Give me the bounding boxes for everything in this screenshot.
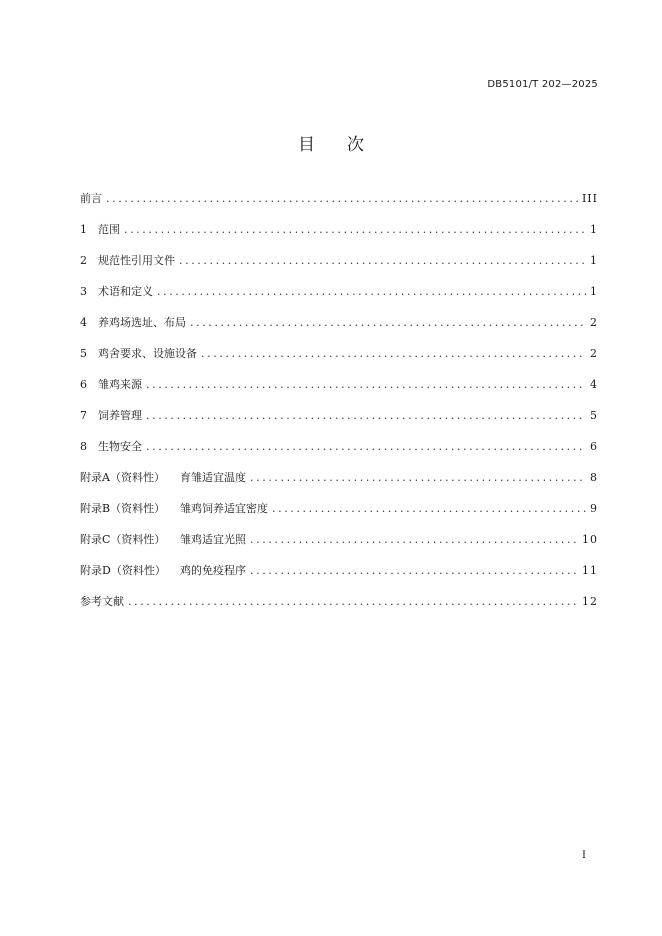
toc-entry-page: 4 bbox=[590, 378, 598, 391]
toc-entry-label: 范围 bbox=[98, 223, 120, 236]
toc-leader-dots bbox=[146, 440, 586, 453]
toc-entry-label: 雏鸡饲养适宜密度 bbox=[180, 502, 268, 515]
toc-entry-label: 雏鸡来源 bbox=[98, 378, 142, 391]
toc-entry-appendix-d[interactable] bbox=[80, 562, 598, 593]
toc-entry-appendix-prefix: 附录B（资料性） bbox=[80, 502, 166, 515]
toc-entry-bibliography[interactable] bbox=[80, 593, 598, 624]
toc-leader-dots bbox=[250, 471, 586, 484]
toc-leader-dots bbox=[190, 316, 586, 329]
toc-leader-dots bbox=[146, 378, 586, 391]
toc-entry-appendix-prefix: 附录D（资料性） bbox=[80, 564, 166, 577]
toc-entry-page: 1 bbox=[590, 223, 598, 236]
toc-entry-appendix-a[interactable] bbox=[80, 469, 598, 500]
toc-entry-label: 养鸡场选址、布局 bbox=[98, 316, 186, 329]
toc-entry-page: 9 bbox=[590, 502, 598, 515]
toc-leader-dots bbox=[128, 595, 578, 608]
toc-entry-page: 12 bbox=[582, 595, 598, 608]
toc-entry-label: 鸡的免疫程序 bbox=[180, 564, 246, 577]
toc-leader-dots bbox=[272, 502, 586, 515]
toc-entry-chick-source[interactable] bbox=[80, 376, 598, 407]
toc-entry-label: 育雏适宜温度 bbox=[180, 471, 246, 484]
toc-entry-appendix-prefix: 附录C（资料性） bbox=[80, 533, 166, 546]
toc-entry-number: 2 bbox=[80, 254, 87, 267]
toc-entry-page: 11 bbox=[582, 564, 598, 577]
toc-entry-number: 5 bbox=[80, 347, 87, 360]
toc-entry-number: 4 bbox=[80, 316, 87, 329]
toc-leader-dots bbox=[106, 192, 578, 205]
toc-entry-label: 饲养管理 bbox=[98, 409, 142, 422]
toc-entry-page: 2 bbox=[590, 347, 598, 360]
toc-leader-dots bbox=[146, 409, 586, 422]
toc-entry-terms-definitions[interactable] bbox=[80, 283, 598, 314]
toc-entry-scope[interactable] bbox=[80, 221, 598, 252]
toc-entry-number: 1 bbox=[80, 223, 87, 236]
page-title: 目次 bbox=[298, 135, 396, 155]
toc-leader-dots bbox=[179, 254, 586, 267]
toc-entry-foreword[interactable] bbox=[80, 190, 598, 221]
toc-entry-number: 6 bbox=[80, 378, 87, 391]
toc-entry-page: 1 bbox=[590, 285, 598, 298]
document-code: DB5101/T 202—2025 bbox=[487, 79, 598, 90]
toc-entry-normative-references[interactable] bbox=[80, 252, 598, 283]
toc-entry-label: 参考文献 bbox=[80, 595, 124, 608]
toc-entry-page: 6 bbox=[590, 440, 598, 453]
toc-entry-label: 雏鸡适宜光照 bbox=[180, 533, 246, 546]
toc-leader-dots bbox=[250, 533, 578, 546]
toc-entry-number: 8 bbox=[80, 440, 87, 453]
page-number: I bbox=[582, 850, 586, 861]
toc-entry-number: 3 bbox=[80, 285, 87, 298]
toc-entry-page: 1 bbox=[590, 254, 598, 267]
toc-entry-label: 术语和定义 bbox=[98, 285, 153, 298]
toc-entry-site-layout[interactable] bbox=[80, 314, 598, 345]
toc-entry-page: 2 bbox=[590, 316, 598, 329]
table-of-contents bbox=[80, 190, 598, 624]
toc-entry-appendix-prefix: 附录A（资料性） bbox=[80, 471, 165, 484]
toc-entry-label: 生物安全 bbox=[98, 440, 142, 453]
toc-entry-page: 5 bbox=[590, 409, 598, 422]
toc-leader-dots bbox=[250, 564, 578, 577]
toc-leader-dots bbox=[124, 223, 586, 236]
toc-entry-page: 8 bbox=[590, 471, 598, 484]
toc-entry-house-equipment[interactable] bbox=[80, 345, 598, 376]
toc-entry-label: 前言 bbox=[80, 192, 102, 205]
toc-entry-label: 鸡舍要求、设施设备 bbox=[98, 347, 197, 360]
toc-entry-label: 规范性引用文件 bbox=[98, 254, 175, 267]
toc-entry-page: 10 bbox=[582, 533, 598, 546]
toc-leader-dots bbox=[157, 285, 586, 298]
toc-leader-dots bbox=[201, 347, 586, 360]
toc-entry-page: III bbox=[581, 192, 598, 205]
toc-entry-number: 7 bbox=[80, 409, 87, 422]
toc-entry-appendix-b[interactable] bbox=[80, 500, 598, 531]
toc-entry-feeding-management[interactable] bbox=[80, 407, 598, 438]
toc-entry-appendix-c[interactable] bbox=[80, 531, 598, 562]
toc-entry-biosecurity[interactable] bbox=[80, 438, 598, 469]
